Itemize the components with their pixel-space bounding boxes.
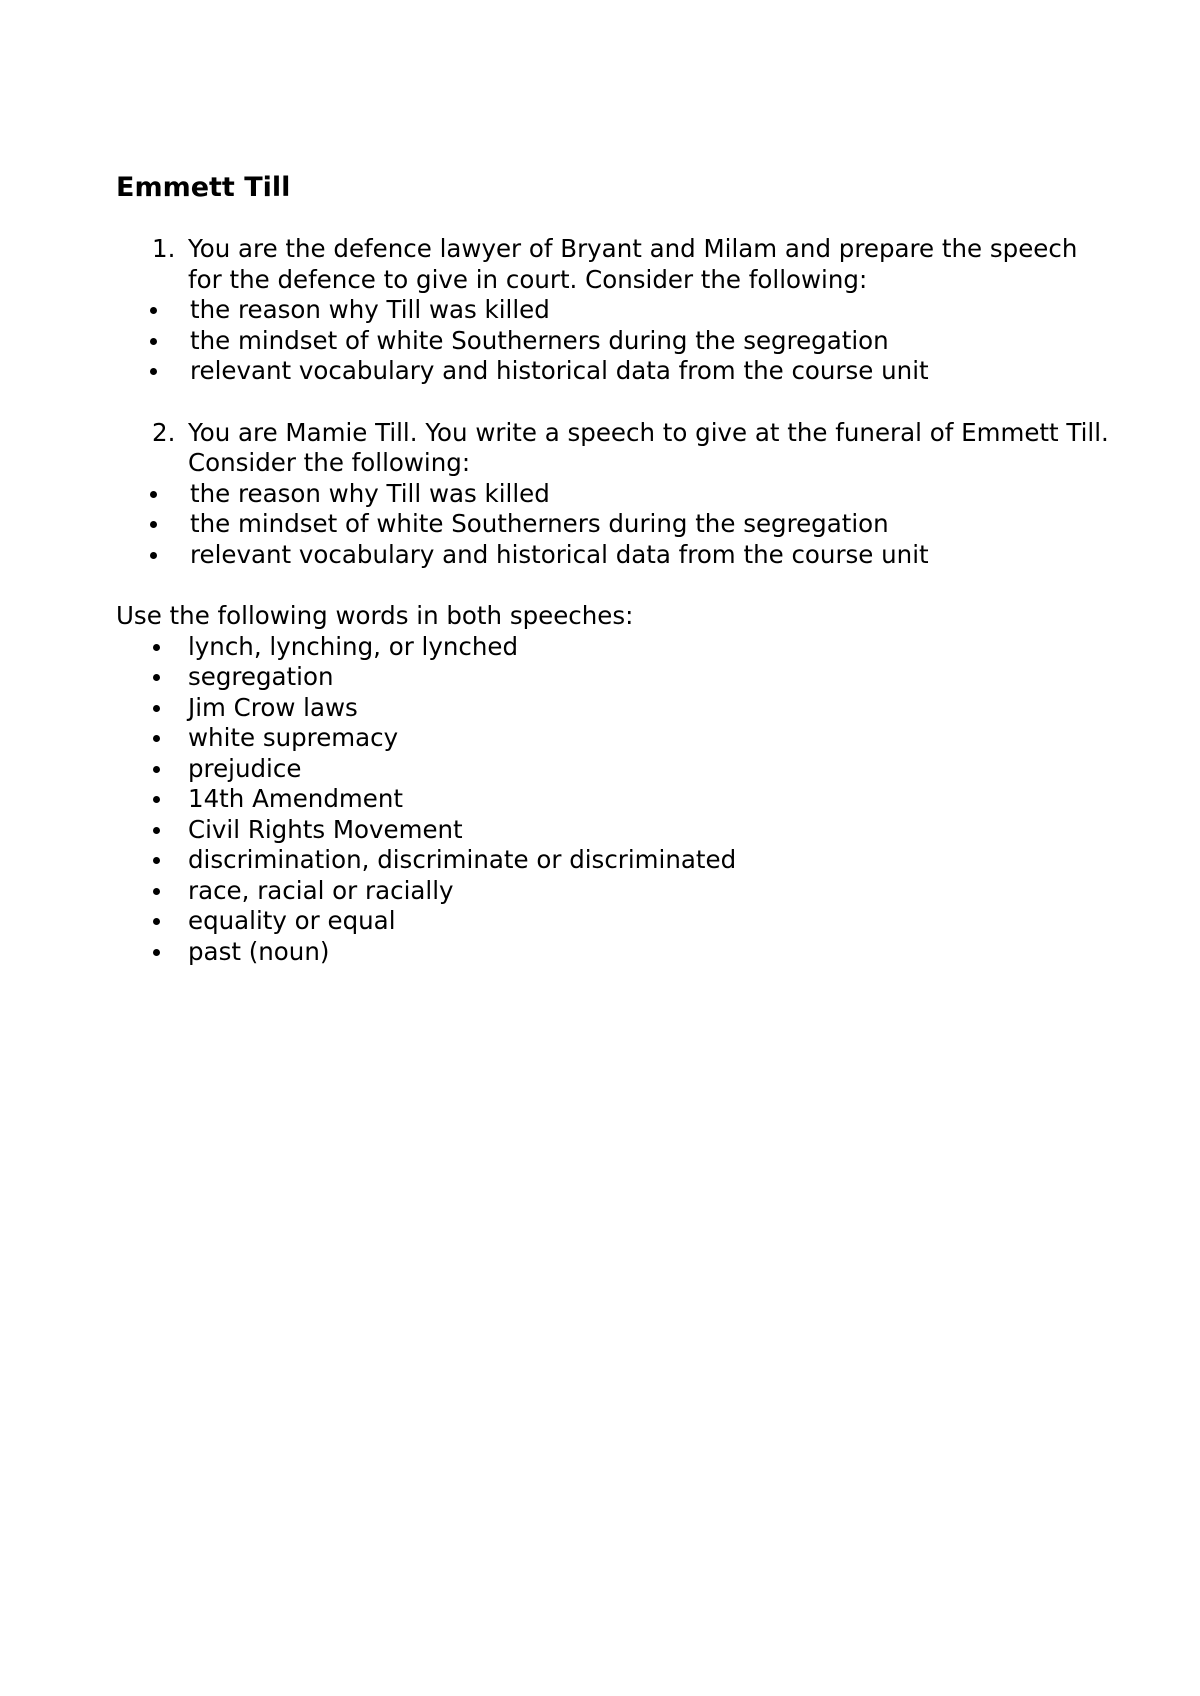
word-item: discrimination, discriminate or discriminated xyxy=(116,845,1116,876)
task-list xyxy=(116,234,1116,570)
task-bullet-item: the mindset of white Southerners during the segregation xyxy=(116,509,1116,540)
task-bullet-item: relevant vocabulary and historical data from the course unit xyxy=(116,356,1116,387)
word-item: prejudice xyxy=(116,754,1116,785)
word-item: 14th Amendment xyxy=(116,784,1116,815)
word-item: equality or equal xyxy=(116,906,1116,937)
task-number: 1. xyxy=(152,234,176,263)
word-item: race, racial or racially xyxy=(116,876,1116,907)
word-item: Jim Crow laws xyxy=(116,693,1116,724)
task-bullet-list xyxy=(116,479,1116,571)
task-item xyxy=(116,234,1116,387)
word-item: segregation xyxy=(116,662,1116,693)
word-item: Civil Rights Movement xyxy=(116,815,1116,846)
task-text: You are Mamie Till. You write a speech to give at the funeral of Emmett Till. Consider the following: xyxy=(188,417,1109,477)
document-title: Emmett Till xyxy=(116,172,291,203)
task-bullet-item: the mindset of white Southerners during the segregation xyxy=(116,326,1116,357)
word-item: past (noun) xyxy=(116,937,1116,968)
word-item: lynch, lynching, or lynched xyxy=(116,632,1116,663)
task-bullet-item: the reason why Till was killed xyxy=(116,479,1116,510)
words-intro: Use the following words in both speeches: xyxy=(116,601,634,630)
task-number: 2. xyxy=(152,417,176,447)
task-bullet-item: the reason why Till was killed xyxy=(116,295,1116,326)
task-item xyxy=(116,418,1116,571)
task-text: You are the defence lawyer of Bryant and Milam and prepare the speech for the defence to give in court. Consider the following: xyxy=(188,234,1078,294)
task-bullet-list xyxy=(116,295,1116,387)
word-item: white supremacy xyxy=(116,723,1116,754)
document-content xyxy=(116,168,1116,967)
word-list xyxy=(116,632,1116,968)
task-bullet-item: relevant vocabulary and historical data from the course unit xyxy=(116,540,1116,571)
